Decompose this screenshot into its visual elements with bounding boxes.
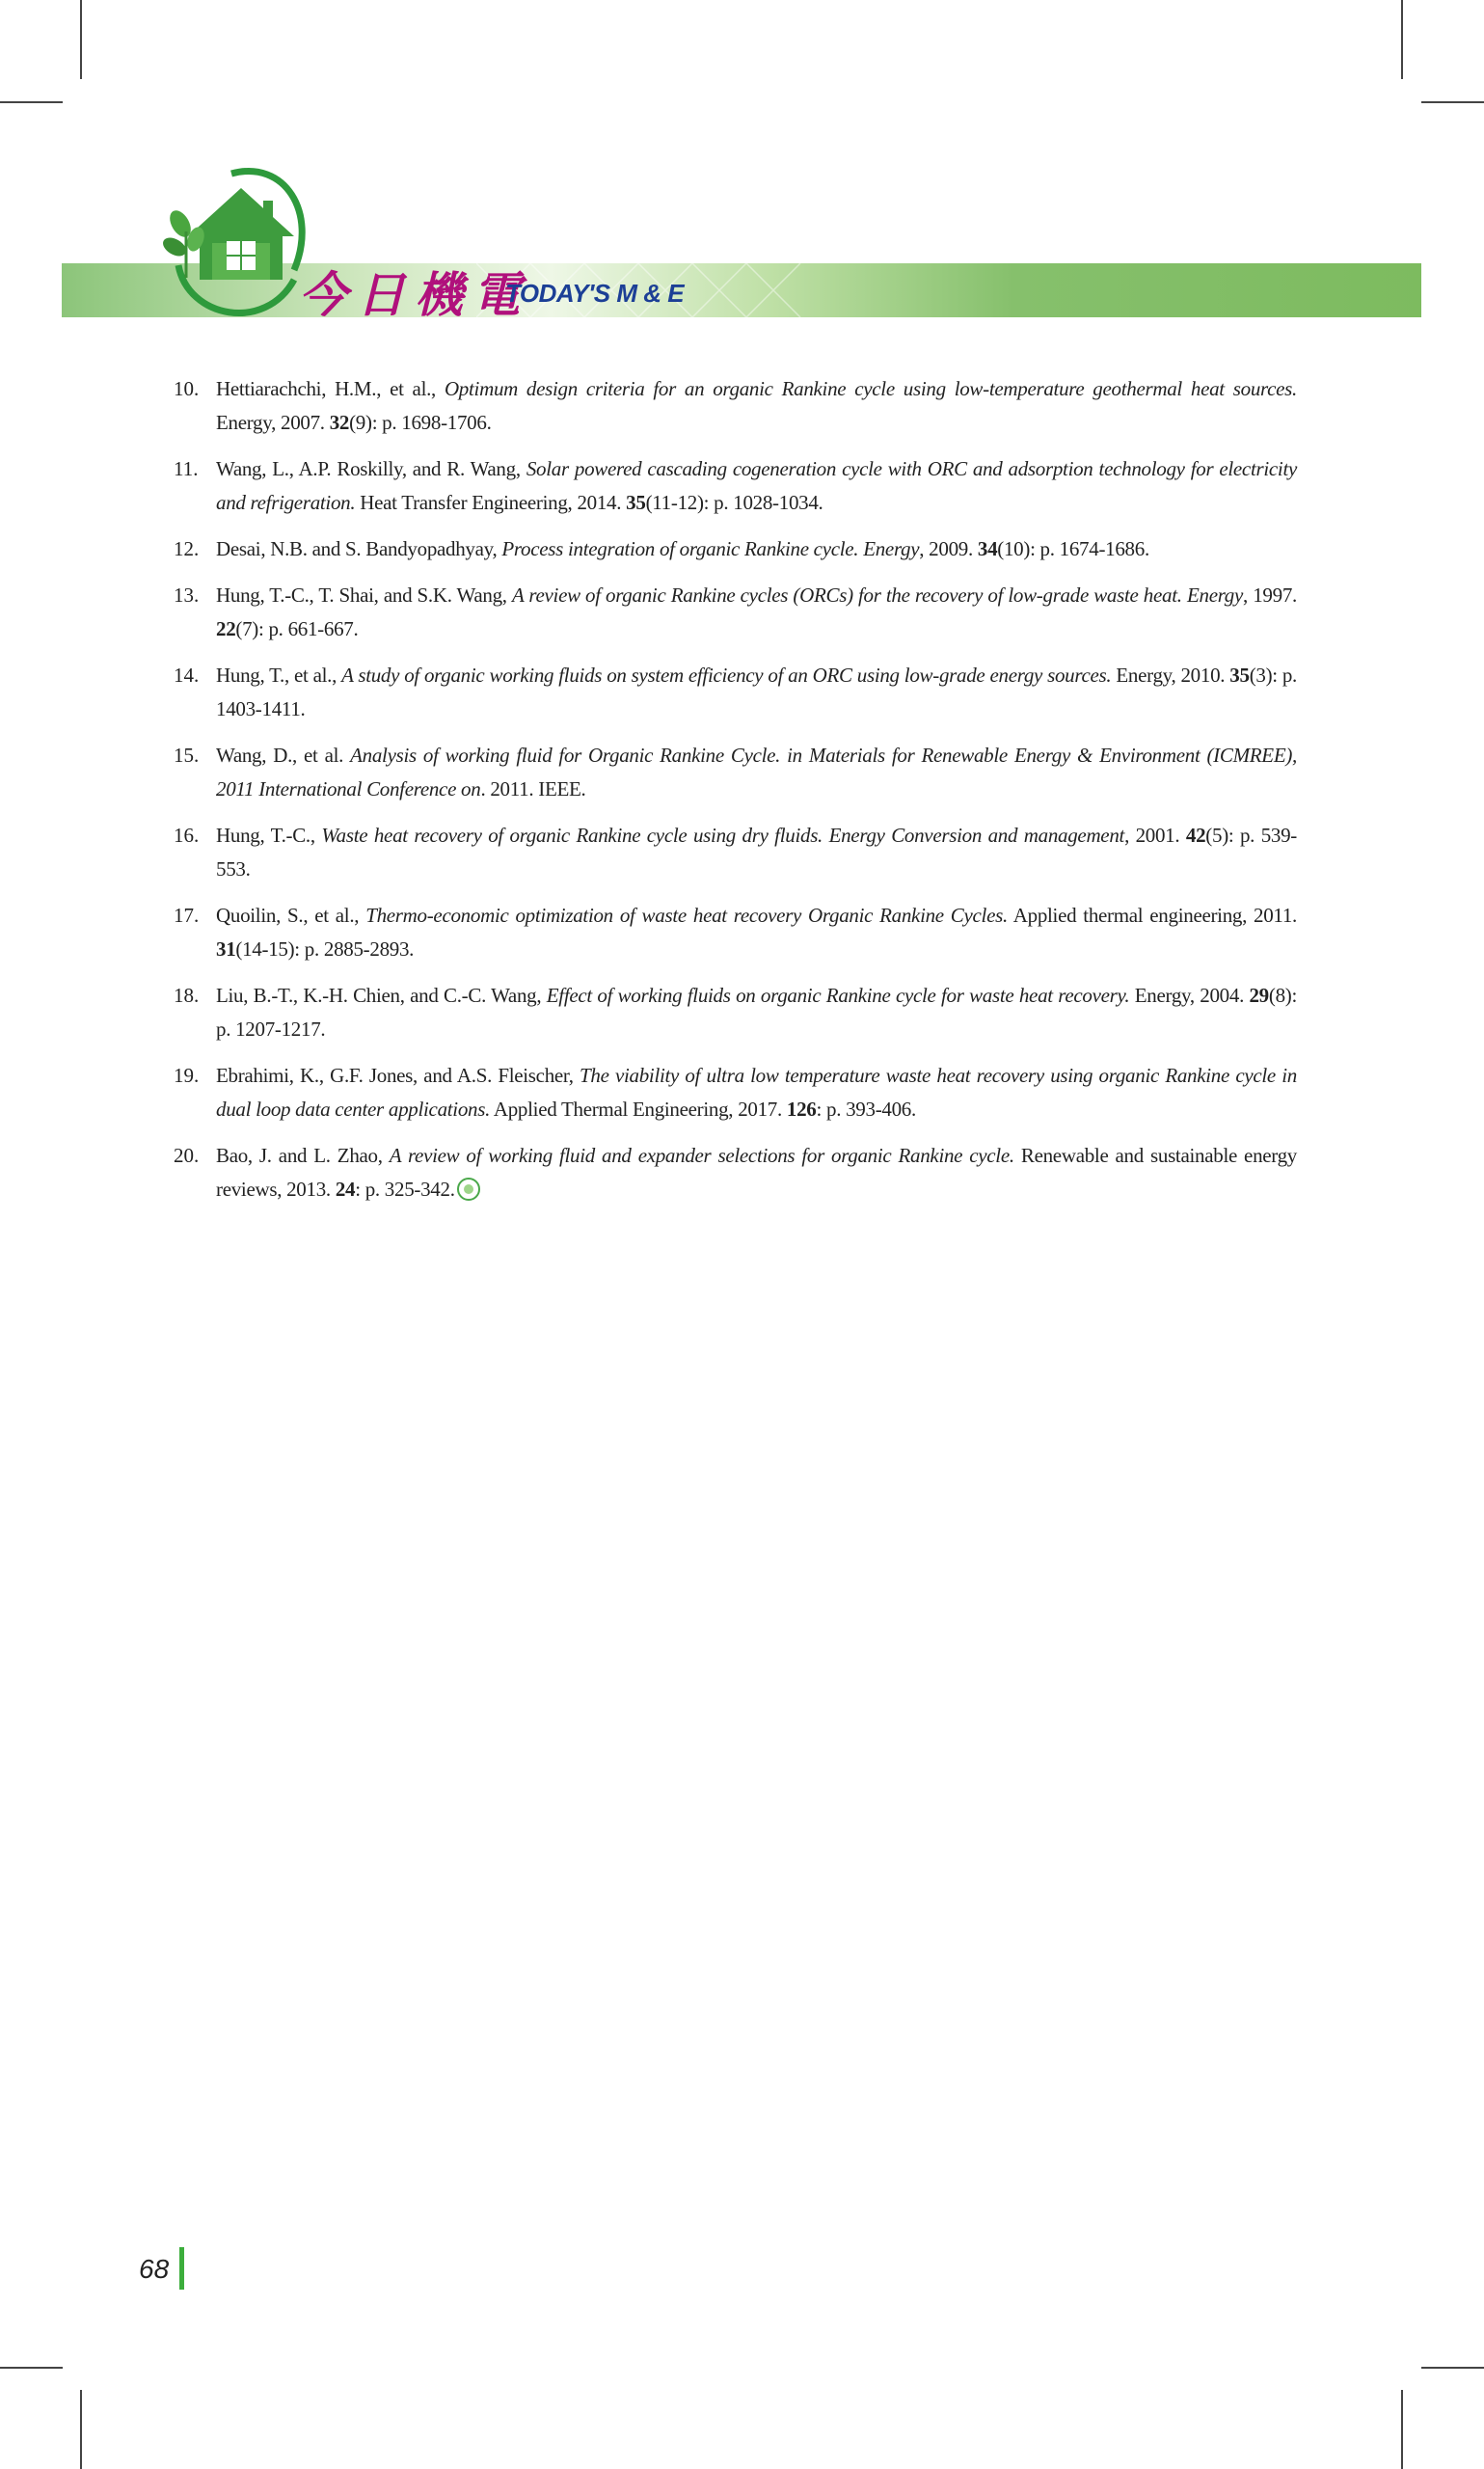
reference-title: The viability of ultra low temperature waste heat recovery using organic Rankine cycle in dual loop data center applications. — [216, 1064, 1298, 1121]
reference-item — [174, 819, 1297, 886]
end-of-article-icon — [457, 1178, 480, 1201]
reference-title: Optimum design criteria for an organic Rankine cycle using low-temperature geothermal heat sources. — [444, 377, 1297, 400]
crop-mark — [1401, 0, 1403, 79]
reference-volume: 29 — [1249, 984, 1269, 1007]
reference-title: Effect of working fluids on organic Rankine cycle for waste heat recovery. — [546, 984, 1130, 1007]
reference-source: , 2001. — [1124, 824, 1186, 847]
reference-pages: (14-15): p. 2885-2893. — [235, 937, 415, 961]
reference-authors: Hettiarachchi, H.M., et al., — [216, 377, 445, 400]
reference-title: Process integration of organic Rankine cycle. Energy — [501, 537, 920, 560]
reference-source: Energy, 2004. — [1129, 984, 1250, 1007]
reference-title: A review of working fluid and expander selections for organic Rankine cycle. — [389, 1144, 1014, 1167]
reference-pages: (9): p. 1698-1706. — [349, 411, 492, 434]
reference-authors: Hung, T., et al., — [216, 664, 342, 687]
reference-pages: (10): p. 1674-1686. — [997, 537, 1149, 560]
reference-item — [174, 579, 1297, 646]
reference-authors: Liu, B.-T., K.-H. Chien, and C.-C. Wang, — [216, 984, 547, 1007]
reference-number: 19. — [174, 1064, 200, 1087]
reference-item — [174, 1059, 1297, 1126]
reference-source: . 2011. IEEE. — [480, 777, 586, 800]
reference-pages: (7): p. 661-667. — [235, 617, 359, 640]
reference-volume: 32 — [329, 411, 350, 434]
reference-number: 16. — [174, 824, 200, 847]
reference-number: 20. — [174, 1144, 200, 1167]
page-number: 68 — [139, 2254, 170, 2284]
reference-authors: Quoilin, S., et al., — [216, 904, 366, 927]
reference-source: , 2009. — [919, 537, 978, 560]
crop-mark — [1401, 2390, 1403, 2469]
reference-number: 18. — [174, 984, 200, 1007]
reference-item — [174, 372, 1297, 440]
reference-item — [174, 659, 1297, 726]
reference-item — [174, 979, 1297, 1046]
reference-number: 15. — [174, 744, 200, 767]
reference-source: Applied Thermal Engineering, 2017. — [490, 1098, 787, 1121]
reference-title: Waste heat recovery of organic Rankine cycle using dry fluids. Energy Conversion and management — [321, 824, 1125, 847]
reference-pages: (8): p. 1207-1217. — [216, 984, 1297, 1041]
crop-mark — [80, 2390, 82, 2469]
crop-mark — [1421, 101, 1484, 103]
reference-volume: 35 — [1229, 664, 1250, 687]
crop-mark — [0, 2367, 63, 2369]
reference-source: Energy, 2010. — [1111, 664, 1230, 687]
reference-number: 12. — [174, 537, 200, 560]
reference-title: A study of organic working fluids on system efficiency of an ORC using low-grade energy sources. — [341, 664, 1112, 687]
reference-volume: 35 — [626, 491, 646, 514]
reference-source: Applied thermal engineering, 2011. — [1007, 904, 1298, 927]
reference-item — [174, 532, 1297, 566]
reference-title: Solar powered cascading cogeneration cycle with ORC and adsorption technology for electricity and refrigeration. — [216, 457, 1297, 514]
page-number-bar — [179, 2247, 184, 2290]
reference-volume: 22 — [216, 617, 236, 640]
reference-pages: : p. 393-406. — [816, 1098, 916, 1121]
reference-number: 17. — [174, 904, 200, 927]
reference-authors: Ebrahimi, K., G.F. Jones, and A.S. Fleischer, — [216, 1064, 580, 1087]
reference-number: 14. — [174, 664, 200, 687]
reference-volume: 31 — [216, 937, 236, 961]
reference-list — [174, 372, 1297, 1219]
reference-volume: 24 — [335, 1178, 356, 1201]
reference-authors: Hung, T.-C., — [216, 824, 322, 847]
reference-pages: (5): p. 539-553. — [216, 824, 1297, 881]
reference-item — [174, 899, 1297, 966]
reference-item — [174, 739, 1297, 806]
crop-mark — [0, 101, 63, 103]
reference-number: 13. — [174, 583, 200, 607]
reference-volume: 42 — [1185, 824, 1206, 847]
reference-authors: Hung, T.-C., T. Shai, and S.K. Wang, — [216, 583, 512, 607]
reference-title: Thermo-economic optimization of waste heat recovery Organic Rankine Cycles. — [365, 904, 1008, 927]
reference-pages: (3): p. 1403-1411. — [216, 664, 1298, 720]
reference-source: , 1997. — [1243, 583, 1297, 607]
reference-pages: (11-12): p. 1028-1034. — [645, 491, 823, 514]
reference-number: 10. — [174, 377, 200, 400]
brand-title-english: TODAY'S M & E — [505, 279, 685, 308]
reference-authors: Wang, D., et al. — [216, 744, 351, 767]
reference-item — [174, 1139, 1297, 1207]
reference-source: Renewable and sustainable energy reviews, 2013. — [216, 1144, 1298, 1201]
reference-volume: 126 — [786, 1098, 817, 1121]
reference-number: 11. — [174, 457, 199, 480]
reference-title: Analysis of working fluid for Organic Rankine Cycle. in Materials for Renewable Energy & Environment (ICMREE), 2011 International Conference on — [216, 744, 1298, 800]
reference-authors: Bao, J. and L. Zhao, — [216, 1144, 390, 1167]
crop-mark — [1421, 2367, 1484, 2369]
reference-source: Energy, 2007. — [216, 411, 330, 434]
reference-authors: Desai, N.B. and S. Bandyopadhyay, — [216, 537, 502, 560]
reference-source: Heat Transfer Engineering, 2014. — [355, 491, 627, 514]
brand-title-chinese: 今日機電 — [299, 267, 530, 323]
reference-pages: : p. 325-342. — [355, 1178, 455, 1201]
reference-volume: 34 — [977, 537, 998, 560]
reference-title: A review of organic Rankine cycles (ORCs) for the recovery of low-grade waste heat. Energy — [512, 583, 1244, 607]
crop-mark — [80, 0, 82, 79]
reference-item — [174, 452, 1297, 520]
reference-authors: Wang, L., A.P. Roskilly, and R. Wang, — [216, 457, 526, 480]
